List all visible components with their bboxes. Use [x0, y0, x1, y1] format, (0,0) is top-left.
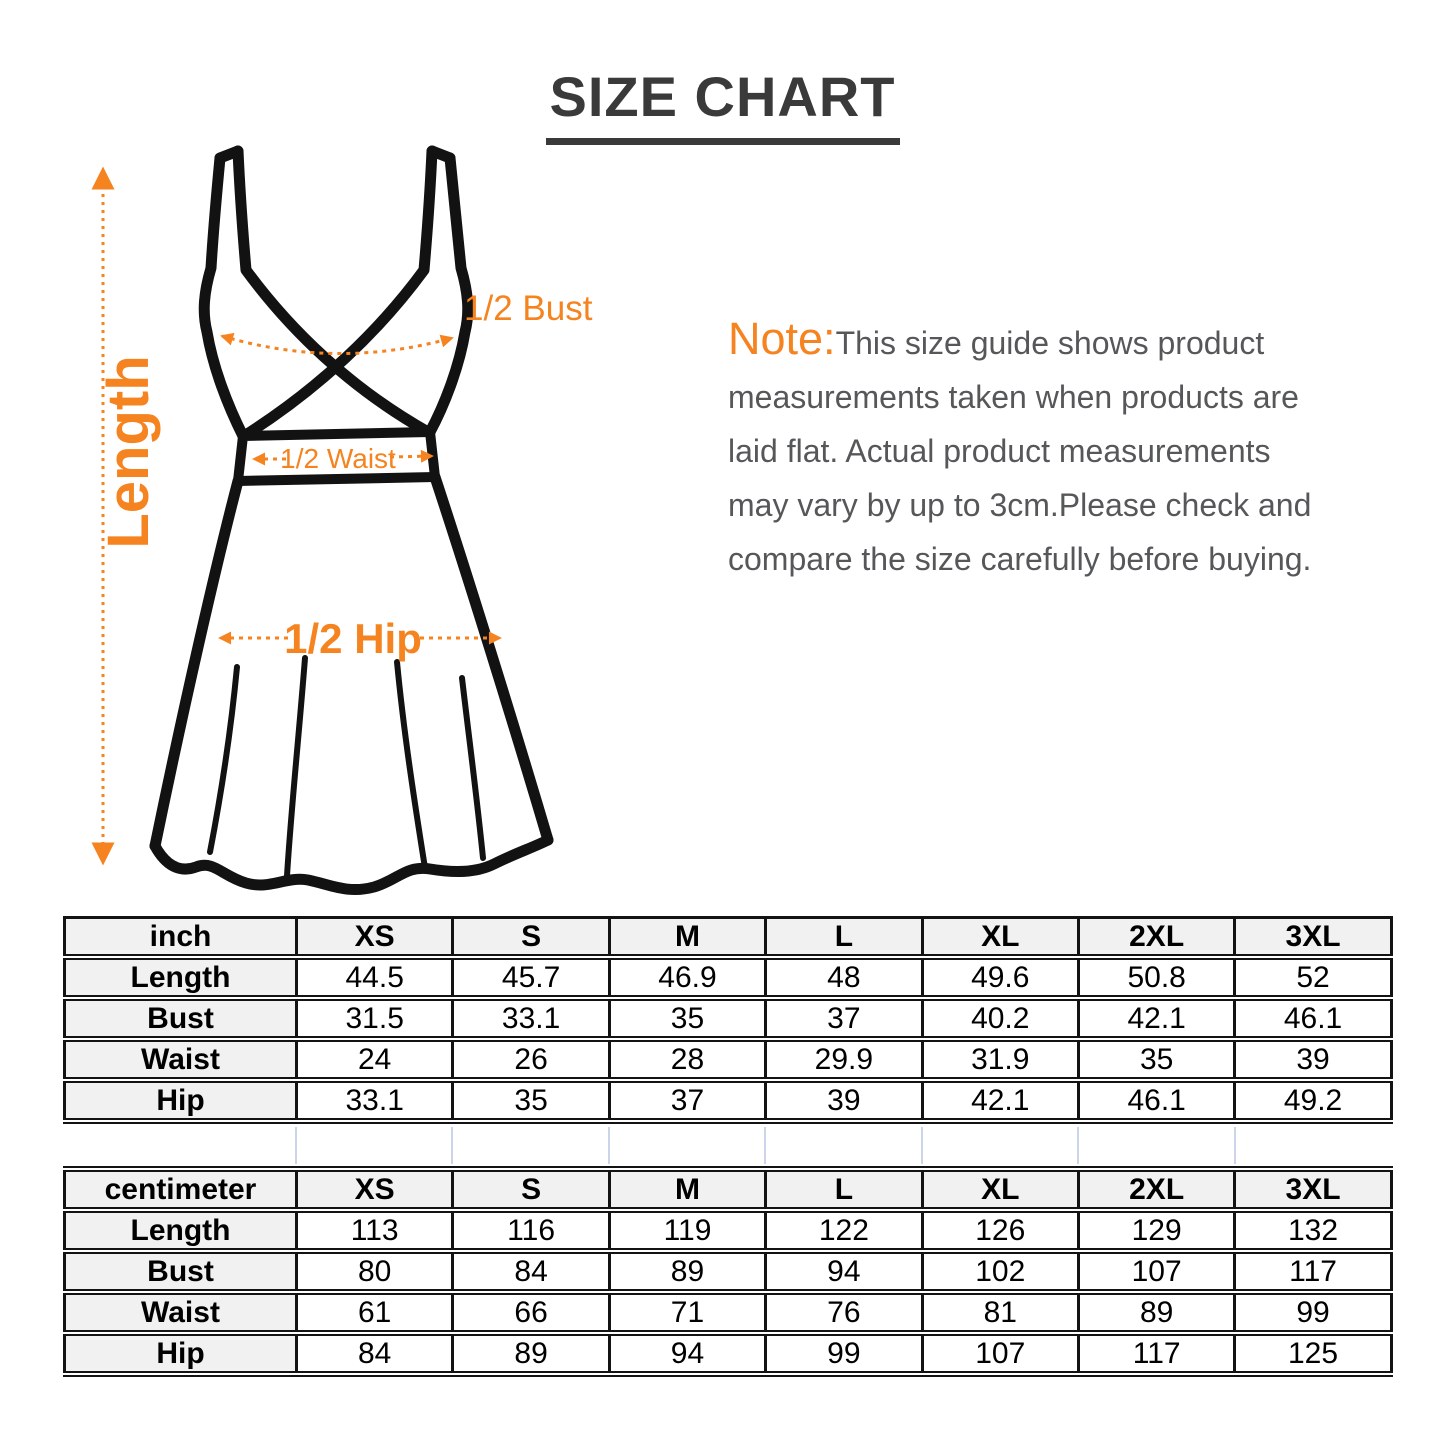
size-value-cell: 84 — [297, 1333, 453, 1374]
size-value-cell: 46.1 — [1235, 998, 1391, 1039]
size-value-cell: 24 — [297, 1039, 453, 1080]
size-value-cell: 37 — [766, 998, 922, 1039]
note-line: laid flat. Actual product measurements — [728, 433, 1271, 469]
size-value-cell: 113 — [297, 1210, 453, 1251]
size-value-cell: 31.5 — [297, 998, 453, 1039]
size-value-cell: 42.1 — [1078, 998, 1234, 1039]
table-row — [65, 1251, 1392, 1292]
dress-diagram-svg — [80, 140, 640, 920]
size-value-cell: 119 — [609, 1210, 765, 1251]
size-value-cell: 99 — [1235, 1292, 1391, 1333]
size-col-header: 3XL — [1235, 918, 1391, 958]
unit-header: inch — [65, 918, 297, 958]
size-value-cell: 116 — [453, 1210, 609, 1251]
spacer-grid-line — [451, 1127, 453, 1164]
table-header-row — [65, 918, 1392, 958]
size-value-cell: 31.9 — [922, 1039, 1078, 1080]
size-col-header: XL — [922, 1169, 1078, 1210]
size-value-cell: 126 — [922, 1210, 1078, 1251]
note-line: may vary by up to 3cm.Please check and — [728, 487, 1312, 523]
size-value-cell: 39 — [766, 1080, 922, 1121]
size-value-cell: 61 — [297, 1292, 453, 1333]
size-value-cell: 84 — [453, 1251, 609, 1292]
size-value-cell: 44.5 — [297, 957, 453, 998]
table-row — [65, 998, 1392, 1039]
table-row — [65, 1292, 1392, 1333]
spacer-grid-line — [1234, 1127, 1236, 1164]
size-value-cell: 117 — [1078, 1333, 1234, 1374]
size-value-cell: 28 — [609, 1039, 765, 1080]
size-value-cell: 71 — [609, 1292, 765, 1333]
size-col-header: S — [453, 1169, 609, 1210]
size-value-cell: 94 — [766, 1251, 922, 1292]
size-value-cell: 26 — [453, 1039, 609, 1080]
size-value-cell: 49.6 — [922, 957, 1078, 998]
size-value-cell: 33.1 — [453, 998, 609, 1039]
page-title: SIZE CHART — [546, 64, 900, 145]
size-value-cell: 89 — [1078, 1292, 1234, 1333]
spacer-grid-line — [1077, 1127, 1079, 1164]
hip-label: 1/2 Hip — [284, 615, 422, 662]
table-row — [65, 957, 1392, 998]
table-row — [65, 1333, 1392, 1374]
size-value-cell: 125 — [1235, 1333, 1391, 1374]
measure-row-label: Waist — [65, 1039, 297, 1080]
spacer-grid-line — [921, 1127, 923, 1164]
spacer-grid-line — [295, 1127, 297, 1164]
dress-measurement-diagram — [80, 140, 640, 920]
table-row — [65, 1210, 1392, 1251]
size-value-cell: 66 — [453, 1292, 609, 1333]
size-col-header: XL — [922, 918, 1078, 958]
size-value-cell: 37 — [609, 1080, 765, 1121]
size-col-header: 3XL — [1235, 1169, 1391, 1210]
measure-row-label: Hip — [65, 1333, 297, 1374]
size-value-cell: 76 — [766, 1292, 922, 1333]
size-col-header: M — [609, 1169, 765, 1210]
size-value-cell: 99 — [766, 1333, 922, 1374]
note-block — [728, 313, 1312, 586]
size-value-cell: 40.2 — [922, 998, 1078, 1039]
dress-outline-icon — [155, 151, 548, 890]
note-line — [728, 313, 1311, 370]
size-value-cell: 46.9 — [609, 957, 765, 998]
size-value-cell: 35 — [453, 1080, 609, 1121]
size-table-inch — [63, 916, 1393, 1124]
table-header-row — [65, 1169, 1392, 1210]
size-col-header: XS — [297, 918, 453, 958]
waist-label: 1/2 Waist — [280, 443, 396, 474]
size-value-cell: 107 — [1078, 1251, 1234, 1292]
size-value-cell: 33.1 — [297, 1080, 453, 1121]
size-value-cell: 50.8 — [1078, 957, 1234, 998]
size-col-header: XS — [297, 1169, 453, 1210]
size-col-header: L — [766, 1169, 922, 1210]
table-row — [65, 1080, 1392, 1121]
note-line-text: This size guide shows product — [835, 325, 1265, 361]
size-value-cell: 132 — [1235, 1210, 1391, 1251]
size-value-cell: 42.1 — [922, 1080, 1078, 1121]
size-value-cell: 117 — [1235, 1251, 1391, 1292]
size-col-header: 2XL — [1078, 918, 1234, 958]
size-value-cell: 35 — [609, 998, 765, 1039]
measure-row-label: Waist — [65, 1292, 297, 1333]
measure-row-label: Length — [65, 1210, 297, 1251]
size-value-cell: 80 — [297, 1251, 453, 1292]
bust-arrow — [222, 336, 452, 354]
measure-row-label: Length — [65, 957, 297, 998]
skirt-pleat-lines — [210, 658, 483, 876]
size-value-cell: 46.1 — [1078, 1080, 1234, 1121]
size-value-cell: 39 — [1235, 1039, 1391, 1080]
size-value-cell: 102 — [922, 1251, 1078, 1292]
spacer-grid-line — [764, 1127, 766, 1164]
size-value-cell: 122 — [766, 1210, 922, 1251]
measure-row-label: Hip — [65, 1080, 297, 1121]
size-col-header: M — [609, 918, 765, 958]
size-value-cell: 81 — [922, 1292, 1078, 1333]
size-col-header: L — [766, 918, 922, 958]
size-value-cell: 94 — [609, 1333, 765, 1374]
bust-label: 1/2 Bust — [464, 289, 593, 328]
size-table-centimeter — [63, 1166, 1393, 1377]
note-line: compare the size carefully before buying. — [728, 541, 1312, 577]
length-label: Length — [96, 355, 161, 549]
spacer-grid-line — [608, 1127, 610, 1164]
size-value-cell: 89 — [609, 1251, 765, 1292]
waist-arrow-right — [390, 456, 432, 457]
unit-header: centimeter — [65, 1169, 297, 1210]
note-line: measurements taken when products are — [728, 379, 1299, 415]
size-col-header: S — [453, 918, 609, 958]
size-value-cell: 45.7 — [453, 957, 609, 998]
note-prefix: Note: — [728, 313, 836, 364]
table-spacer — [63, 1127, 1390, 1164]
size-value-cell: 129 — [1078, 1210, 1234, 1251]
size-col-header: 2XL — [1078, 1169, 1234, 1210]
size-value-cell: 48 — [766, 957, 922, 998]
measure-row-label: Bust — [65, 998, 297, 1039]
size-value-cell: 29.9 — [766, 1039, 922, 1080]
size-value-cell: 52 — [1235, 957, 1391, 998]
size-value-cell: 89 — [453, 1333, 609, 1374]
size-value-cell: 107 — [922, 1333, 1078, 1374]
measure-row-label: Bust — [65, 1251, 297, 1292]
table-row — [65, 1039, 1392, 1080]
size-value-cell: 49.2 — [1235, 1080, 1391, 1121]
size-value-cell: 35 — [1078, 1039, 1234, 1080]
